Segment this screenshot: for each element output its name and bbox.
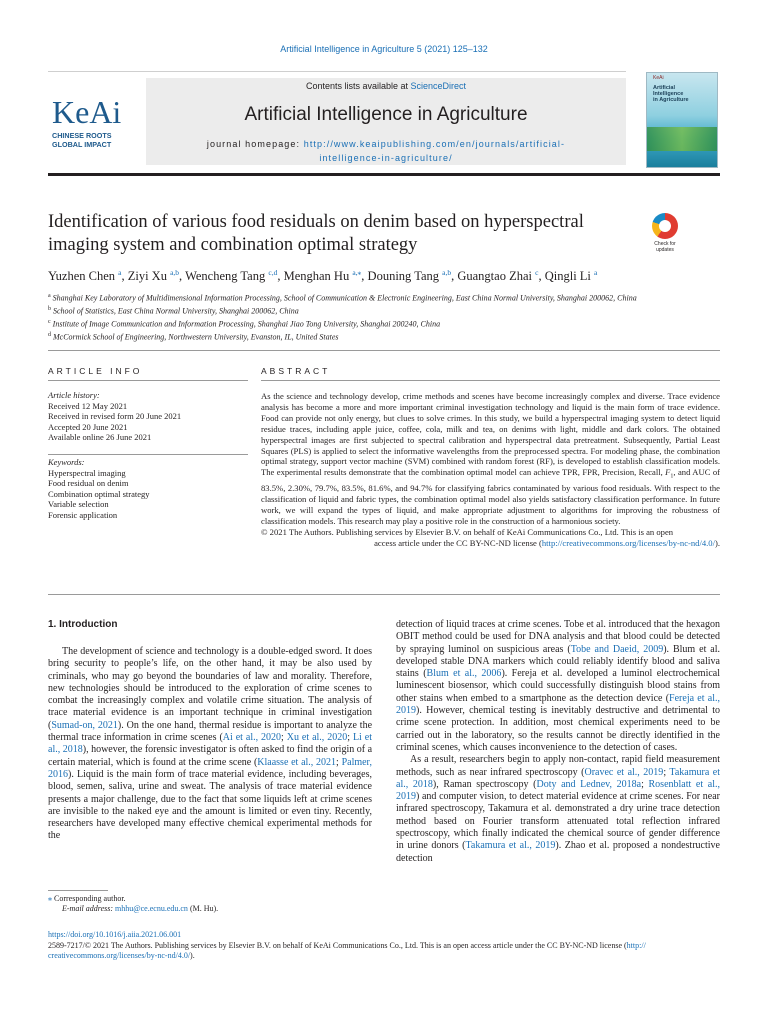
author-affiliation-marker[interactable]: a [594,268,598,277]
affiliation-item [48,317,728,330]
affiliation-item [48,304,728,317]
author-separator: , [277,269,284,284]
corresponding-author-line [48,894,372,904]
body-column-right [396,619,720,865]
f1-symbol: F [665,467,671,478]
body-column-left [48,646,372,843]
body-text: ; [281,732,287,744]
email-label: E-mail address: [62,904,116,913]
journal-title: Artificial Intelligence in Agriculture [244,104,528,125]
abstract-rule [261,380,720,381]
abstract-license-1: © 2021 The Authors. Publishing services by Elsevier B.V. on behalf of KeAi Communications Co., Ltd. This is an open [261,526,674,537]
body-text: ; [663,766,670,778]
body-paragraph [396,754,720,865]
cover-title-line: in Agriculture [653,97,689,103]
body-paragraph [48,646,372,843]
author-separator: , [121,269,128,284]
author-name: Guangtao Zhai [457,269,536,284]
body-paragraph [396,619,720,754]
author-name: Douning Tang [367,269,443,284]
body-text: ). Fereja et al. developed a luminol electrochemical luminescent biosensor, which could successfully distinguish blood stains from other stains when embed to a smartphone as the detection device ( [396,668,721,704]
body-text: ). Zhao et al. proposed a nondestructive detection [396,840,720,864]
author-name: Menghan Hu [283,269,353,284]
body-text: ; [347,732,353,744]
email-link[interactable]: mhhu@ce.ecnu.edu.cn [115,904,188,913]
article-history-header: Article history: [48,390,100,400]
author-affiliation-marker[interactable]: a,b [170,268,180,277]
cover-title-line: Intelligence [653,91,684,97]
author-affiliation-marker[interactable]: c [535,268,539,277]
citation-link[interactable]: Li et al., 2018 [48,732,372,756]
author-affiliation-marker[interactable]: a,b [442,268,452,277]
accepted-date: Accepted 20 June 2021 [48,421,128,432]
check-for-updates-label [645,241,685,253]
abstract-label: ABSTRACT [261,366,331,376]
masthead-top-rule [48,71,626,72]
affiliation-text: McCormick School of Engineering, Northwestern University, Evanston, IL, United States [51,333,339,343]
affiliation-key: a [48,293,51,299]
license-prefix: access article under the CC BY-NC-ND license ( [374,537,542,548]
email-line [48,904,372,914]
email-suffix: (M. Hu). [187,904,219,913]
author-separator: , [538,269,545,284]
keyword-item: Forensic application [48,509,118,520]
affiliation-key: b [48,306,51,313]
check-for-updates-line: updates [656,247,674,253]
section-heading-introduction: 1. Introduction [48,619,118,630]
article-info-rule [48,380,248,381]
affiliation-key: c [48,319,51,326]
citation-link[interactable]: Rosenblatt et al., 2019 [396,778,720,803]
body-text: ), Raman spectroscopy ( [432,778,537,790]
affiliation-item [48,330,728,343]
body-text: ) and computer vision, to detect material evidence at crime scenes. For near infrared spectroscopy, Takamura et al. demonstrated a dry urine trace detection method based on Fourier transform attenuated total reflection infrared spectroscopy, which finally indicated the chemical source of gender difference in urine donors ( [396,791,720,852]
cover-title-line: Artificial [653,85,676,91]
affiliation-text: Institute of Image Communication and Information Processing, Shanghai Jiao Tong University, Shanghai 200240, China [50,319,441,329]
author-list [48,265,728,284]
citation-link[interactable]: Takamura et al., 2019 [465,840,556,852]
abstract-text-part: , and AUC of 83.5%, 2.30%, 79.7%, 83.5%, 81.6%, and 94.7% for classifying fabrics contaminated by various food residuals. With respect to the classification of liquid and fabric types, the combination optimal model also yields satisfactory classification performance. In future work, we will expand the types of liquid, and make appropriate adjustment to algorithms for improving the robustness of classification models. This research may play a positive role in the construction of a harmonious society. [261,467,720,526]
affiliation-rule [48,350,720,351]
article-title [48,211,628,257]
affiliation-item [48,291,728,304]
publisher-logo-tagline-2: GLOBAL IMPACT [52,140,112,149]
abstract-text-part: As the science and technology develop, crime methods and scenes have become increasingly complex and diverse. Trace evidence analysis has become a more and more important criminal investigation technology and liquid is the main form of trace evidence. Food can provide not only energy, but clues to solve crimes. In this study, we build a hyperspectral imaging system to detect liquid residue traces, including apple juice, coffee, cola, milk and tea, on denims with light, middle and dark colors. The obtained hyperspectral images are first subjected to spectral calibration and hyperspectral data pretreatment. Subsequently, Partial Least Squares (PLS) is applied to select the informative wavelengths from the preprocessed spectra. For modeling phase, the combination optimal strategy, support vector machine (SVM) combined with random forest (RF), is developed to establish classification models. The experimental results demonstrate that the combination optimal model can achieve TPR, FPR, Precision, Recall, [261,391,720,478]
body-text: ). However, chemical testing is inevitably destructive and detrimental to crime scene protection. In addition, most chemical experiments need to be carried out in the laboratory, so the results cannot be directly identified in the criminal scenes, which causes inconvenience to the detection of cases. [396,705,720,753]
homepage-link[interactable]: http://www.keaipublishing.com/en/journals/artificial- [303,139,566,149]
body-text: The development of science and technology is a double-edged sword. It does bring security to people’s life, on the other hand, it may be also used by criminals, who may go beyond the boundaries of law and morality. Therefore, new technologies should be introduced to the exploration of crime scenes to combat the increasingly complex and volatile crime situation. The analysis of trace material evidence is an important technique in criminal investigation ( [48,646,372,731]
check-for-updates-icon [652,213,678,239]
contents-prefix: Contents lists available at [305,81,411,91]
contents-line [146,81,626,91]
footnote-marker[interactable]: ⁎ [48,894,52,903]
sciencedirect-link[interactable]: ScienceDirect [410,81,467,91]
masthead-bottom-rule [48,173,720,176]
corresponding-author-footnote [48,894,372,914]
author-name: Yuzhen Chen [48,269,119,284]
article-info-label: ARTICLE INFO [48,366,143,376]
footer-license-link-cont[interactable]: creativecommons.org/licenses/by-nc-nd/4.0/ [48,951,191,960]
journal-homepage [146,137,626,165]
abstract-bottom-rule [48,594,720,595]
keyword-item: Variable selection [48,499,109,509]
article-title-line-2: imaging system and combination optimal strategy [48,235,418,255]
online-date: Available online 26 June 2021 [48,432,152,442]
footer [48,930,720,962]
author-name: Wencheng Tang [185,269,269,284]
publisher-logo-word: KeAi [52,94,122,130]
affiliation-key: d [48,332,51,339]
citation-link[interactable]: Oravec et al., 2019 [584,766,664,778]
citation-link[interactable]: Blum et al., 2006 [426,668,502,680]
author-name: Qingli Li [544,269,595,284]
running-head[interactable]: Artificial Intelligence in Agriculture 5 (2021) 125–132 [280,44,488,54]
license-suffix: ). [714,537,720,548]
corresponding-label: Corresponding author. [54,894,126,903]
author-separator: , [361,269,368,284]
keywords [48,457,248,520]
affiliation-list [48,291,728,344]
citation-link[interactable]: Doty and Lednev, 2018a [536,778,642,790]
footer-license-prefix: 2589-7217/© 2021 The Authors. Publishing services by Elsevier B.V. on behalf of KeAi Communications Co., Ltd. This is an open access article under the CC BY-NC-ND license ( [48,940,627,950]
article-history [48,390,248,443]
author-affiliation-marker[interactable]: a,⁎ [352,268,362,277]
footer-license-suffix: ). [190,951,195,960]
citation-link[interactable]: Sumad-on, 2021 [51,719,118,731]
journal-cover-image[interactable] [646,72,718,168]
body-text: As a result, researchers begin to apply non-contact, rapid field measurement methods, such as near infrared spectroscopy ( [396,754,720,778]
footer-license-link[interactable]: http:// [626,940,646,950]
citation-link[interactable]: Ai et al., 2020 [222,732,282,744]
check-for-updates-badge[interactable] [645,213,685,255]
citation-link[interactable]: Tobe and Daeid, 2009 [570,643,664,655]
citation-link[interactable]: Takamura et al., 2018 [396,766,720,790]
body-text: detection of liquid traces at crime scenes. Tobe et al. introduced that the hexagon OBIT method could be used for DNA analysis and that blood could be detected by spraying luminol on suspicious areas ( [396,619,720,655]
publisher-logo-tagline-1: CHINESE ROOTS [52,131,112,140]
author-affiliation-marker[interactable]: c,d [268,268,278,277]
body-text: ). Liquid is the main form of trace material evidence, including beverages, blood, semen, saliva, urine and sweat. The analysis of trace material evidence presents a major challenge, due to the fact that some liquids left at crime scenes are invisible to the naked eye and the amount is limited or even tiny. Recently, researchers have developed many effective chemical experimental methods for the [48,768,372,842]
affiliation-text: Shanghai Key Laboratory of Multidimensional Information Processing, School of Communication & Electronic Engineering, East China Normal University, Shanghai 200062, China [50,293,637,303]
author-separator: , [179,269,186,284]
article-title-line-1: Identification of various food residuals on denim based on hyperspectral [48,212,584,232]
citation-link[interactable]: Fereja et al., 2019 [396,692,720,717]
cover-title [653,85,689,103]
check-for-updates-line: Check for [654,241,676,247]
author-separator: , [451,269,458,284]
keyword-item: Combination optimal strategy [48,488,150,499]
body-text: ). Blum et al. developed stable DNA markers which could reliably identify blood and saliva stains ( [396,643,721,680]
abstract-text [261,391,720,527]
revised-date: Received in revised form 20 June 2021 [48,411,182,421]
received-date: Received 12 May 2021 [48,400,128,411]
cover-brand: KeAi [653,75,664,81]
homepage-link-cont[interactable]: intelligence-in-agriculture/ [319,153,453,163]
abstract-body [261,391,720,548]
abstract-license-2 [261,538,720,549]
footnote-rule [48,890,108,891]
body-text: ). On the one hand, thermal residue is important to analyze the thermal trace information in crime scenes ( [48,719,373,744]
keyword-item: Hyperspectral imaging [48,467,126,478]
author-name: Ziyi Xu [127,269,171,284]
affiliation-text: School of Statistics, East China Normal University, Shanghai 200062, China [51,306,299,316]
doi-link[interactable]: https://doi.org/10.1016/j.aiia.2021.06.001 [48,930,182,939]
cover-graphic-band [647,127,717,151]
citation-link[interactable]: Klaasse et al., 2021 [257,756,337,768]
citation-link[interactable]: Palmer, 2016 [48,756,372,780]
citation-link[interactable]: Xu et al., 2020 [286,732,348,744]
publisher-logo[interactable] [52,96,142,149]
keyword-item: Food residual on denim [48,478,129,488]
keywords-rule [48,454,248,455]
keywords-header: Keywords: [48,457,85,467]
f1-subscript: 1 [670,474,674,481]
homepage-prefix: journal homepage: [206,139,304,149]
cc-license-link[interactable]: http://creativecommons.org/licenses/by-nc-nd/4.0/ [541,537,715,548]
body-text: ; [336,756,342,768]
body-text: ), however, the forensic investigator is often asked to find the origin of a certain material, which is found at the crime scene ( [48,744,373,768]
body-text: ; [641,778,649,790]
author-affiliation-marker[interactable]: a [118,268,122,277]
footer-license [48,941,720,962]
